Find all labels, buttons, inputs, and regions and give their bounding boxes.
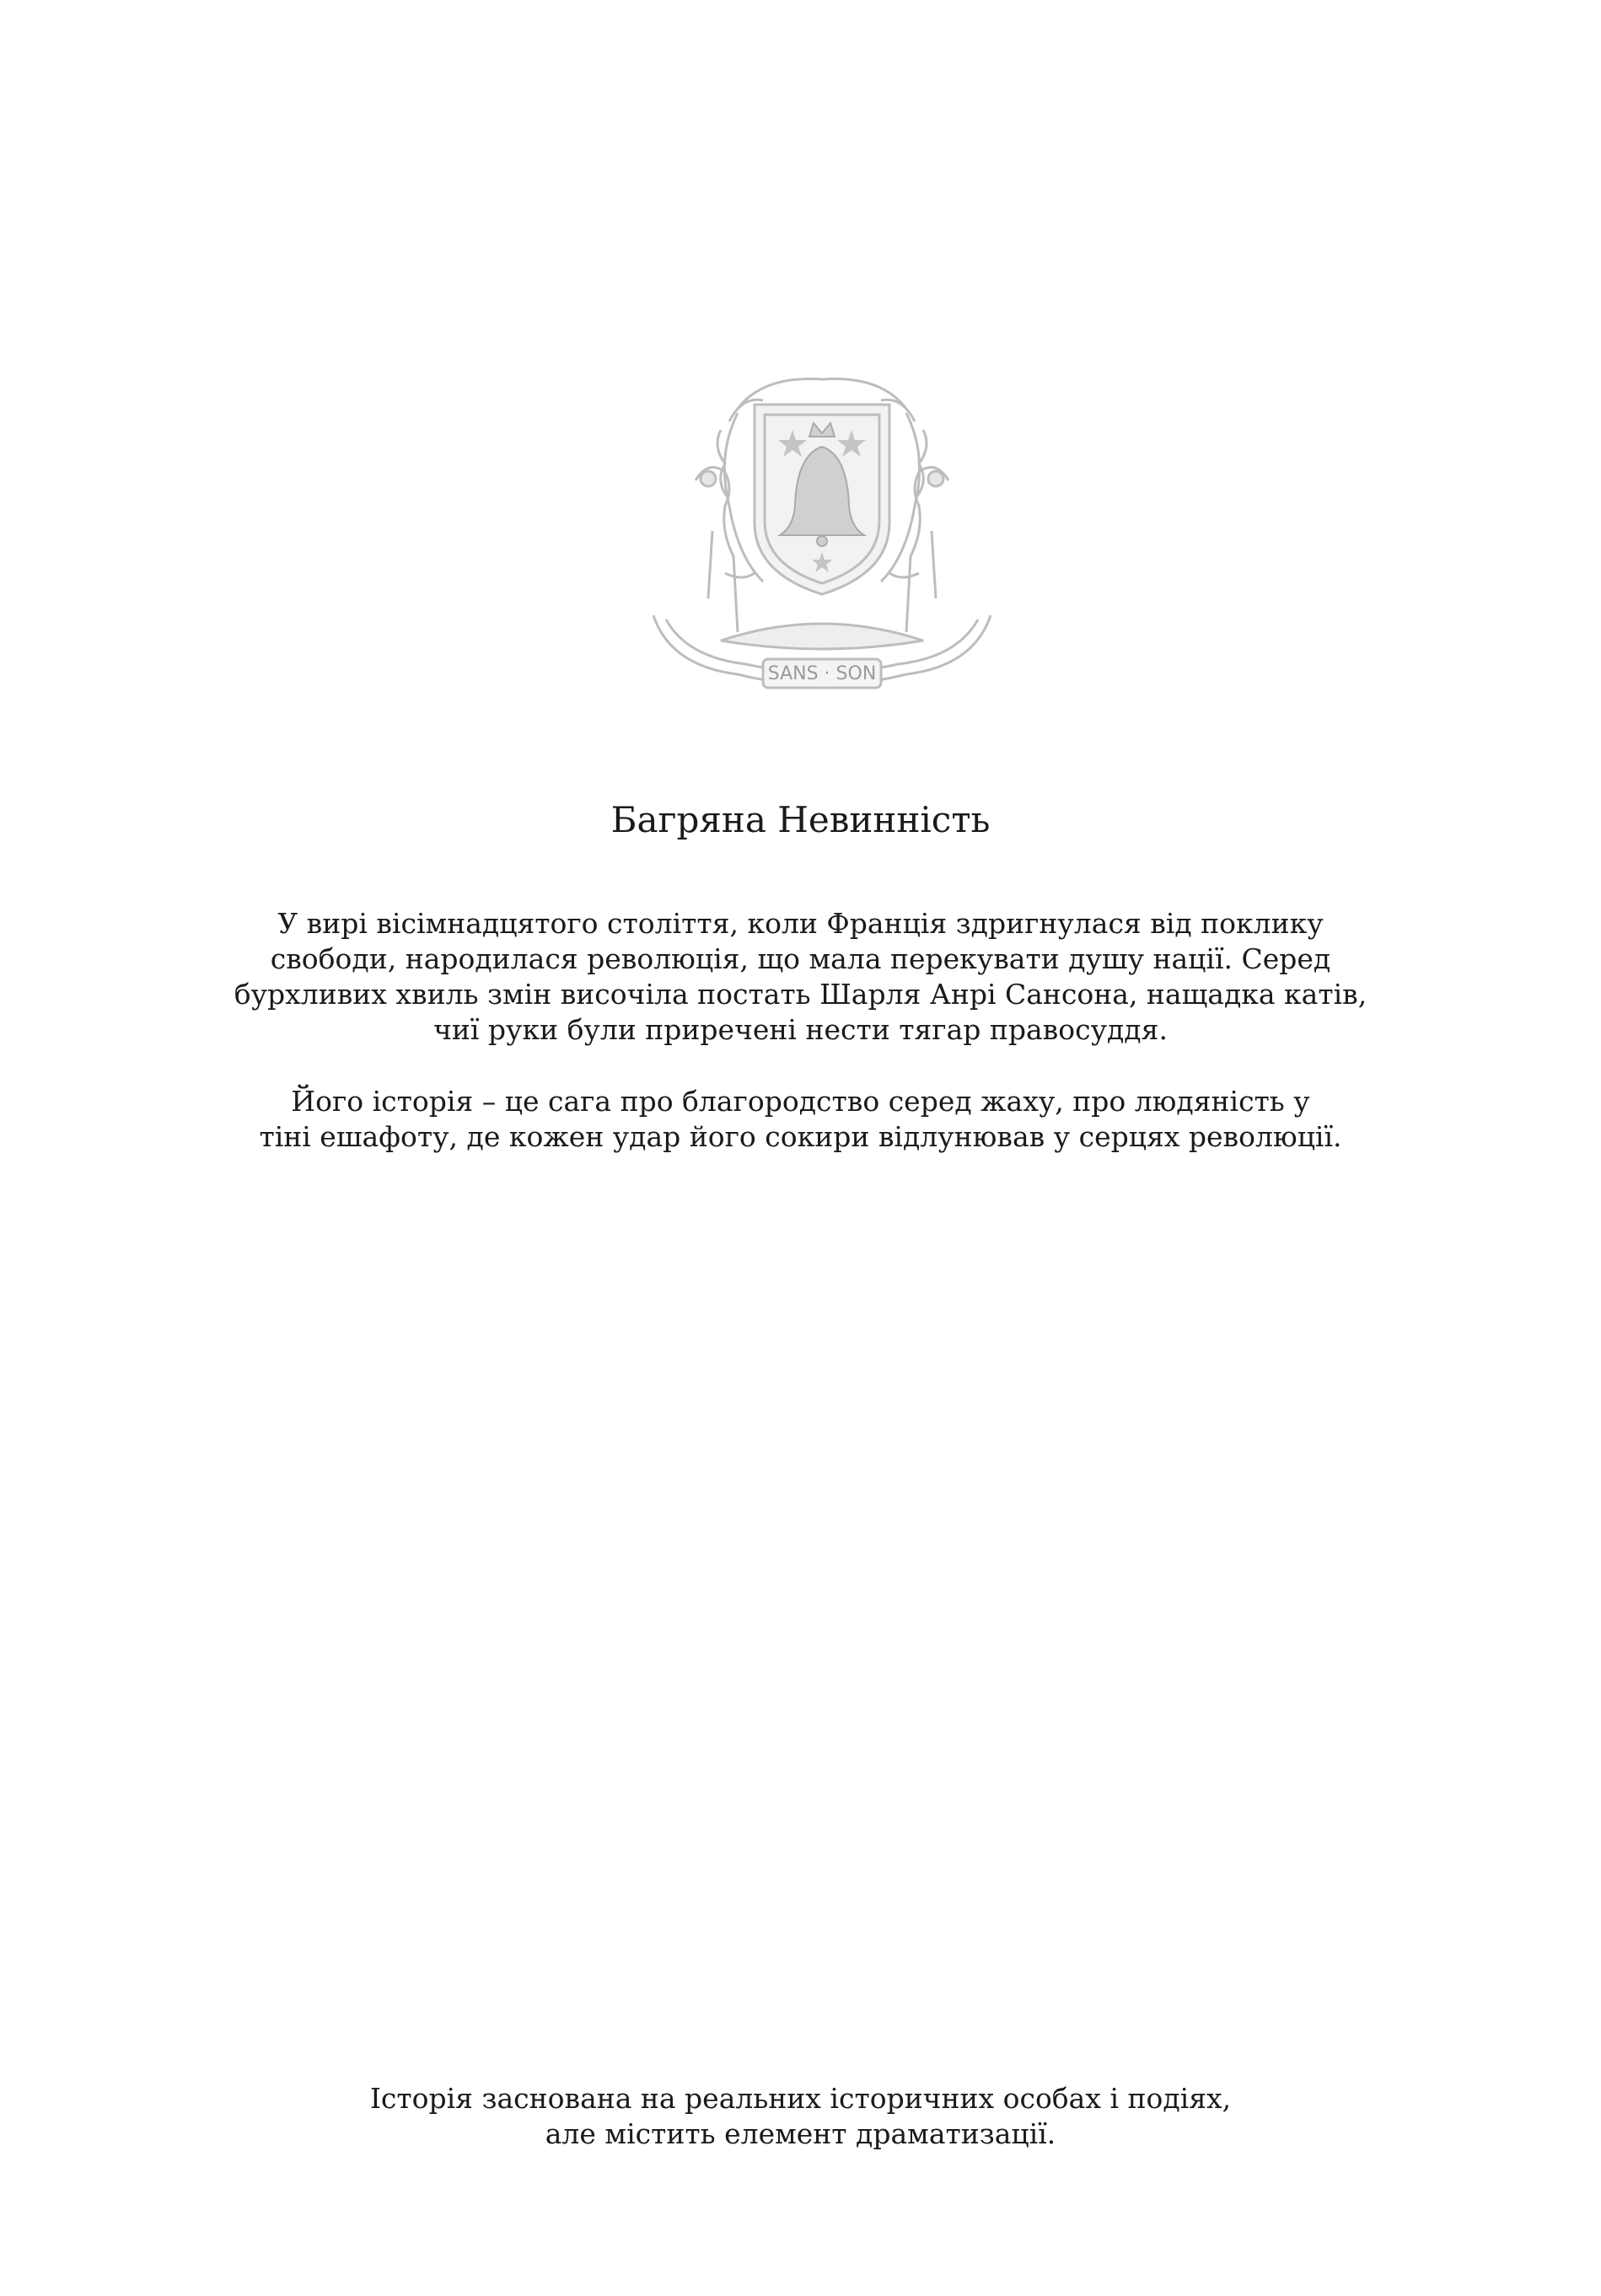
intro-paragraph — [0, 906, 1601, 1048]
coat-of-arms-bell-icon — [637, 362, 1007, 700]
text-line: свободи, народилася революція, що мала перекувати душу нації. Серед — [270, 942, 1331, 975]
text-line: бурхливих хвиль змін височіла постать Шарля Анрі Сансона, нащадка катів, — [234, 978, 1367, 1011]
disclaimer-footer — [0, 2081, 1601, 2152]
text-line: Історія заснована на реальних історичних особах і подіях, — [369, 2082, 1232, 2115]
page-title: Багряна Невинність — [610, 799, 991, 840]
text-line: чиї руки були приречені нести тягар правосуддя. — [433, 1013, 1168, 1046]
text-line: У вирі вісімнадцятого століття, коли Франція здригнулася від поклику — [277, 907, 1324, 940]
text-line: Його історія – це сага про благородство серед жаху, про людяність у — [291, 1085, 1310, 1118]
text-line: тіні ешафоту, де кожен удар його сокири відлунював у серцях революції. — [259, 1120, 1342, 1153]
text-line: але містить елемент драматизації. — [545, 2117, 1056, 2150]
svg-text:SANS · SON: SANS · SON — [767, 663, 877, 684]
second-paragraph — [0, 1084, 1601, 1155]
